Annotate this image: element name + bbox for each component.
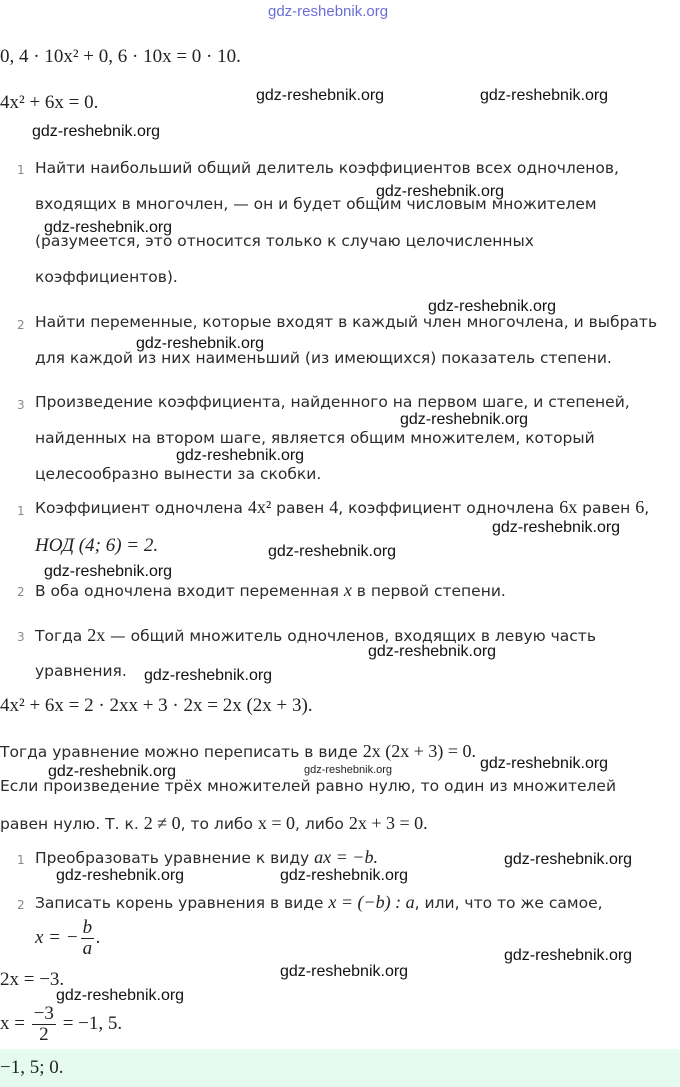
equation-3: 4x² + 6x = 2 · 2xx + 3 · 2x = 2x (2x + 3). xyxy=(0,695,313,716)
watermark: gdz-reshebnik.org xyxy=(268,3,389,20)
step-formula: НОД (4; 6) = 2. xyxy=(35,535,159,556)
watermark: gdz-reshebnik.org xyxy=(48,763,177,780)
watermark: gdz-reshebnik.org xyxy=(480,755,609,772)
rule-text: Найти наибольший общий делитель коэффициентов всех одночленов, xyxy=(35,159,619,177)
step-text: Тогда 2x — общий множитель одночленов, входящих в левую часть xyxy=(35,625,596,645)
watermark: gdz-reshebnik.org xyxy=(268,543,397,560)
watermark: gdz-reshebnik.org xyxy=(492,519,621,536)
list-number: 2 xyxy=(17,318,25,332)
watermark: gdz-reshebnik.org xyxy=(400,411,529,428)
rule-text: входящих в многочлен, — он и будет общим числовым множителем xyxy=(35,195,597,213)
step-text: Коэффициент одночлена 4x² равен 4, коэффициент одночлена 6x равен 6, xyxy=(35,497,650,517)
watermark: gdz-reshebnik.org xyxy=(176,447,305,464)
rule-text: для каждой из них наименьший (из имеющихся) показатель степени. xyxy=(35,349,612,367)
equation-5: x = $\frac{-3}{2}$ = −1, 5. xyxy=(0,1003,123,1045)
step-text: уравнения. xyxy=(35,662,127,680)
watermark: gdz-reshebnik.org xyxy=(368,643,497,660)
rule-text: (разумеется, это относится только к случаю целочисленных xyxy=(35,232,534,250)
watermark: gdz-reshebnik.org xyxy=(32,123,161,140)
equation-4: 2x = −3. xyxy=(0,969,65,990)
watermark: gdz-reshebnik.org xyxy=(280,867,409,884)
step-text: Записать корень уравнения в виде x = (−b) : a, или, что то же самое, xyxy=(35,892,603,912)
answer-text: −1, 5; 0. xyxy=(0,1057,64,1078)
step-text: Преобразовать уравнение к виду ax = −b. xyxy=(35,847,378,867)
rule-text: коэффициентов). xyxy=(35,268,178,286)
list-number: 1 xyxy=(17,853,25,867)
watermark: gdz-reshebnik.org xyxy=(376,183,505,200)
answer-box xyxy=(0,1049,680,1087)
rule-text: Найти переменные, которые входят в каждый член многочлена, и выбрать xyxy=(35,313,658,331)
list-number: 1 xyxy=(17,504,25,518)
step-text: В оба одночлена входит переменная x в первой степени. xyxy=(35,580,506,600)
watermark: gdz-reshebnik.org xyxy=(480,87,609,104)
paragraph: Тогда уравнение можно переписать в виде 2x (2x + 3) = 0. xyxy=(0,741,477,761)
watermark: gdz-reshebnik.org xyxy=(144,667,273,684)
equation-2: 4x² + 6x = 0. xyxy=(0,92,99,113)
watermark: gdz-reshebnik.org xyxy=(136,335,265,352)
watermark: gdz-reshebnik.org xyxy=(504,947,633,964)
rule-text: Произведение коэффициента, найденного на первом шаге, и степеней, xyxy=(35,393,630,411)
step-formula: x = − $\frac{b}{a}$ . xyxy=(35,917,101,959)
watermark: gdz-reshebnik.org xyxy=(44,219,173,236)
list-number: 1 xyxy=(17,163,25,177)
paragraph: равен нулю. Т. к. 2 ≠ 0, то либо x = 0, либо 2x + 3 = 0. xyxy=(0,813,428,833)
watermark: gdz-reshebnik.org xyxy=(280,963,409,980)
equation-1: 0, 4 · 10x² + 0, 6 · 10x = 0 · 10. xyxy=(0,46,241,67)
watermark: gdz-reshebnik.org xyxy=(504,851,633,868)
watermark: gdz-reshebnik.org xyxy=(56,867,185,884)
watermark: gdz-reshebnik.org xyxy=(304,764,393,776)
watermark: gdz-reshebnik.org xyxy=(44,563,173,580)
rule-text: найденных на втором шаге, является общим множителем, который xyxy=(35,429,595,447)
rule-text: целесообразно вынести за скобки. xyxy=(35,465,322,483)
watermark: gdz-reshebnik.org xyxy=(256,87,385,104)
list-number: 2 xyxy=(17,585,25,599)
list-number: 3 xyxy=(17,630,25,644)
list-number: 2 xyxy=(17,898,25,912)
watermark: gdz-reshebnik.org xyxy=(428,298,557,315)
watermark: gdz-reshebnik.org xyxy=(56,987,185,1004)
list-number: 3 xyxy=(17,398,25,412)
paragraph: Если произведение трёх множителей равно нулю, то один из множителей xyxy=(0,777,617,795)
